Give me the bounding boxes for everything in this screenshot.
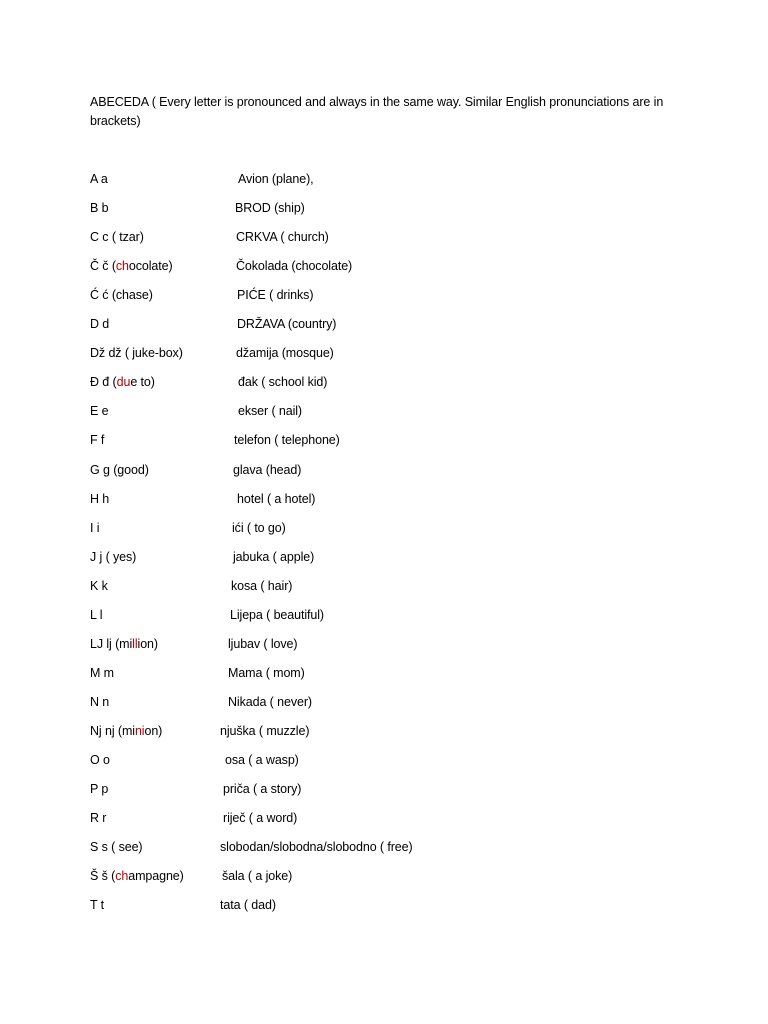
highlighted-sound: ni [134,723,145,738]
letter-pair [90,692,109,712]
alphabet-row [0,169,768,189]
highlighted-sound: ll [132,636,138,651]
example-word: Avion (plane), [238,172,314,186]
letter-text: O o [90,753,110,767]
letter-pair [90,808,106,828]
letter-pair [90,837,143,857]
alphabet-row [0,314,768,334]
alphabet-row [0,227,768,247]
example-word: osa ( a wasp) [225,753,299,767]
letter-text: R r [90,811,107,826]
example-word: jabuka ( apple) [233,549,315,564]
letter-text: K k [90,578,108,593]
example-word: hotel ( a hotel) [237,491,316,506]
letter-pair [90,634,158,654]
example-word: džamija (mosque) [236,346,334,361]
alphabet-row [0,750,768,770]
alphabet-row [0,837,768,857]
example-word: ekser ( nail) [238,404,302,419]
letter-pair [90,750,110,770]
letter-text: on) [144,723,163,738]
letter-text: Š š ( [90,869,116,884]
example-word: Čokolada (chocolate) [236,259,353,274]
alphabet-row [0,430,768,450]
alphabet-row [0,721,768,741]
alphabet-row [0,401,768,421]
letter-text: ampagne) [128,869,184,884]
letter-text: C c ( tzar) [90,230,144,245]
letter-pair [90,489,109,509]
alphabet-row [0,547,768,567]
alphabet-row [0,895,768,915]
letter-text: D d [90,317,110,332]
letter-text: H h [90,491,110,506]
letter-text: ocolate) [128,259,173,274]
example-word: slobodan/slobodna/slobodno ( free) [220,840,413,855]
alphabet-row [0,460,768,480]
example-word: riječ ( a word) [223,811,298,826]
example-word: Nikada ( never) [228,694,312,709]
letter-text: Č č ( [90,259,116,274]
letter-pair [90,314,109,334]
alphabet-row [0,285,768,305]
letter-text: ion) [137,636,158,651]
letter-pair [90,401,108,421]
letter-text: T t [90,898,105,913]
alphabet-row [0,634,768,654]
alphabet-row [0,256,768,276]
letter-text: M m [90,665,114,680]
alphabet-row [0,866,768,886]
letter-text: E e [90,404,109,419]
highlighted-sound: ch [115,259,129,274]
alphabet-row [0,489,768,509]
letter-pair [90,285,153,305]
example-word: DRŽAVA (country) [237,317,337,332]
example-word: Mama ( mom) [228,665,305,680]
letter-pair [90,460,149,480]
alphabet-row [0,343,768,363]
letter-text: Nj nj (mi [90,723,135,738]
letter-text: J j ( yes) [90,549,137,564]
example-word: Lijepa ( beautiful) [230,607,324,622]
example-word: đak ( school kid) [238,375,328,390]
letter-pair [90,895,104,915]
example-word: ići ( to go) [232,520,286,535]
letter-pair [90,227,144,247]
alphabet-row [0,663,768,683]
alphabet-row [0,518,768,538]
alphabet-row [0,198,768,218]
example-word: tata ( dad) [220,898,276,913]
letter-pair [90,605,102,625]
example-word: PIĆE ( drinks) [237,288,314,303]
letter-pair [90,518,99,538]
example-word: šala ( a joke) [222,869,293,884]
letter-text: N n [90,694,110,709]
letter-pair [90,430,104,450]
highlighted-sound: ch [115,869,129,884]
alphabet-row [0,576,768,596]
intro-paragraph: ABECEDA ( Every letter is pronounced and always in the same way. Similar English pronunciations are in brackets) [90,95,664,128]
letter-text: L l [90,607,103,622]
letter-pair [90,169,108,189]
letter-pair [90,343,183,363]
alphabet-row [0,779,768,799]
letter-text: I i [90,520,100,535]
letter-text: F f [90,433,105,448]
alphabet-row [0,692,768,712]
alphabet-row [0,605,768,625]
highlighted-sound: du [116,375,131,390]
letter-text: S s ( see) [90,840,143,855]
letter-text: Ć ć (chase) [90,288,153,303]
letter-pair [90,256,173,276]
letter-text: B b [90,201,109,216]
letter-text: Dž dž ( juke-box) [90,346,183,361]
alphabet-row [0,808,768,828]
example-word: ljubav ( love) [228,636,298,651]
letter-pair [90,547,136,567]
letter-pair [90,576,108,596]
example-word: priča ( a story) [223,782,302,797]
letter-text: A a [90,172,108,186]
letter-pair [90,866,184,886]
letter-text: P p [90,782,109,797]
letter-text: LJ lj (mi [90,636,133,651]
letter-pair [90,372,155,392]
letter-text: G g (good) [90,462,149,477]
letter-pair [90,779,108,799]
example-word: telefon ( telephone) [234,433,340,448]
example-word: CRKVA ( church) [236,230,329,245]
letter-pair [90,663,114,683]
alphabet-row [0,372,768,392]
example-word: BROD (ship) [235,201,305,216]
example-word: glava (head) [233,462,302,477]
letter-pair [90,721,162,741]
example-word: njuška ( muzzle) [220,723,310,738]
letter-text: Đ đ ( [90,375,117,390]
letter-pair [90,198,108,218]
letter-text: e to) [130,375,155,390]
example-word: kosa ( hair) [231,578,293,593]
